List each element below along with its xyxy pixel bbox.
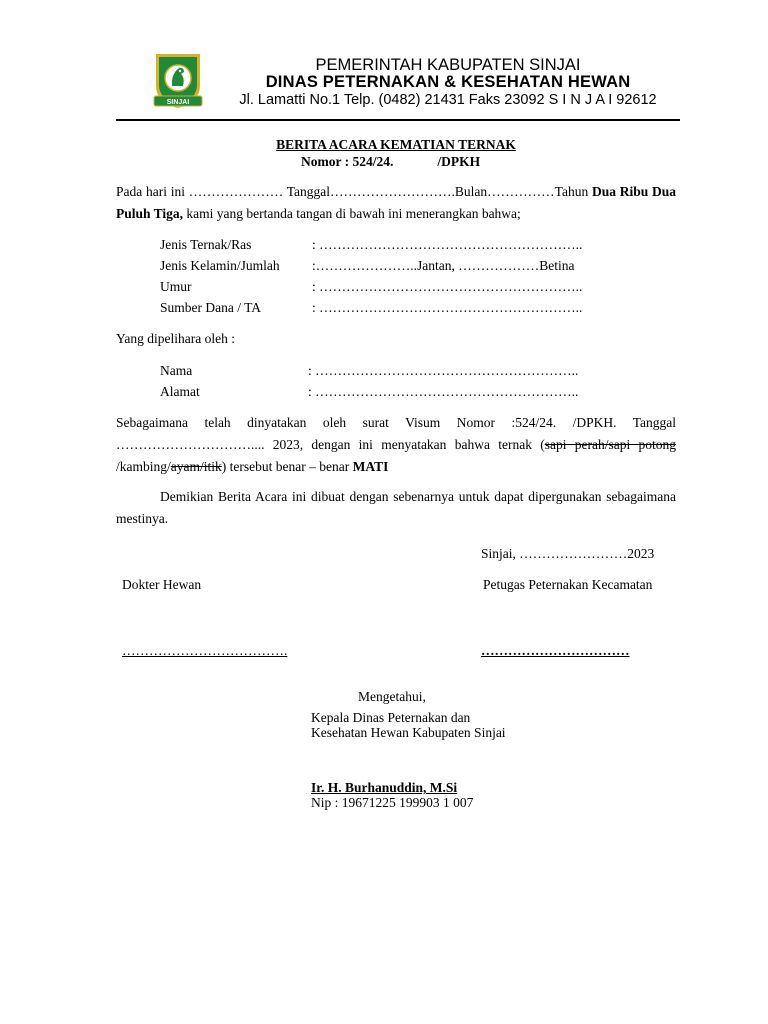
- approval-official-nip: Nip : 19671225 199903 1 007: [311, 795, 474, 810]
- signatory-officer-title: Petugas Peternakan Kecamatan: [483, 577, 653, 592]
- letterhead-divider: [116, 119, 680, 121]
- letterhead-agency: DINAS PETERNAKAN & KESEHATAN HEWAN: [265, 73, 631, 91]
- field-value: : …………………………………………………..: [308, 384, 579, 399]
- field-label: Alamat: [160, 384, 200, 399]
- field-label: Sumber Dana / TA: [160, 300, 262, 315]
- owner-heading: Yang dipelihara oleh :: [116, 331, 235, 346]
- statement-mati-bold: MATI: [352, 459, 389, 474]
- approval-office-line2: Kesehatan Hewan Kabupaten Sinjai: [311, 725, 506, 740]
- letterhead: [218, 56, 678, 109]
- document-title: BERITA ACARA KEMATIAN TERNAK: [276, 137, 516, 152]
- signatory-veterinarian-title: Dokter Hewan: [122, 577, 202, 592]
- intro-year-bold: Dua Ribu Dua Puluh Tiga,: [116, 184, 677, 221]
- field-value: : …………………………………………………..: [308, 363, 579, 378]
- intro-text: Pada hari ini ………………… Tanggal……………………….Bulan……………Tahun: [116, 184, 592, 199]
- statement-text: ) tersebut benar – benar: [221, 459, 353, 474]
- field-value: :…………………..Jantan, ………………Betina: [312, 258, 575, 273]
- field-label: Umur: [160, 279, 192, 294]
- document-number-left: Nomor : 524/24.: [301, 154, 394, 169]
- approval-label: Mengetahui,: [358, 689, 426, 704]
- approval-office-line1: Kepala Dinas Peternakan dan: [311, 710, 471, 725]
- struck-option: ayam/itik: [170, 459, 222, 474]
- field-value: : …………………………………………………..: [312, 300, 583, 315]
- intro-text-rest: kami yang bertanda tangan di bawah ini menerangkan bahwa;: [183, 206, 521, 221]
- logo-ribbon-text: SINJAI: [166, 99, 190, 106]
- field-label: Jenis Kelamin/Jumlah: [160, 258, 280, 273]
- signature-line-officer: ……………………………: [481, 643, 630, 658]
- document-number-right: /DPKH: [437, 154, 481, 169]
- closing-paragraph: Demikian Berita Acara ini dibuat dengan sebenarnya untuk dapat dipergunakan sebagaimana mestinya.: [116, 489, 676, 526]
- approval-official-name: Ir. H. Burhanuddin, M.Si: [311, 780, 458, 795]
- signature-line-veterinarian: ……………………………….: [122, 643, 288, 658]
- sinjai-emblem-logo: [150, 50, 206, 112]
- field-label: Nama: [160, 363, 193, 378]
- statement-text: /kambing/: [116, 459, 171, 474]
- field-value: : …………………………………………………..: [312, 279, 583, 294]
- statement-paragraph: [116, 412, 676, 478]
- letterhead-government: PEMERINTAH KABUPATEN SINJAI: [315, 56, 581, 74]
- field-label: Jenis Ternak/Ras: [160, 237, 252, 252]
- document-number: [301, 154, 480, 170]
- struck-option: sapi perah/sapi potong: [544, 437, 676, 452]
- statement-text: Sebagaimana telah dinyatakan oleh surat Visum Nomor :524/24. /DPKH. Tanggal ………………………….... 2023, dengan ini menyatakan bahwa ternak (: [116, 415, 676, 452]
- intro-paragraph: [116, 181, 676, 225]
- letterhead-address: Jl. Lamatti No.1 Telp. (0482) 21431 Faks 23092 S I N J A I 92612: [239, 92, 657, 108]
- place-date: Sinjai, ……………………2023: [481, 546, 655, 561]
- field-value: : …………………………………………………..: [312, 237, 583, 252]
